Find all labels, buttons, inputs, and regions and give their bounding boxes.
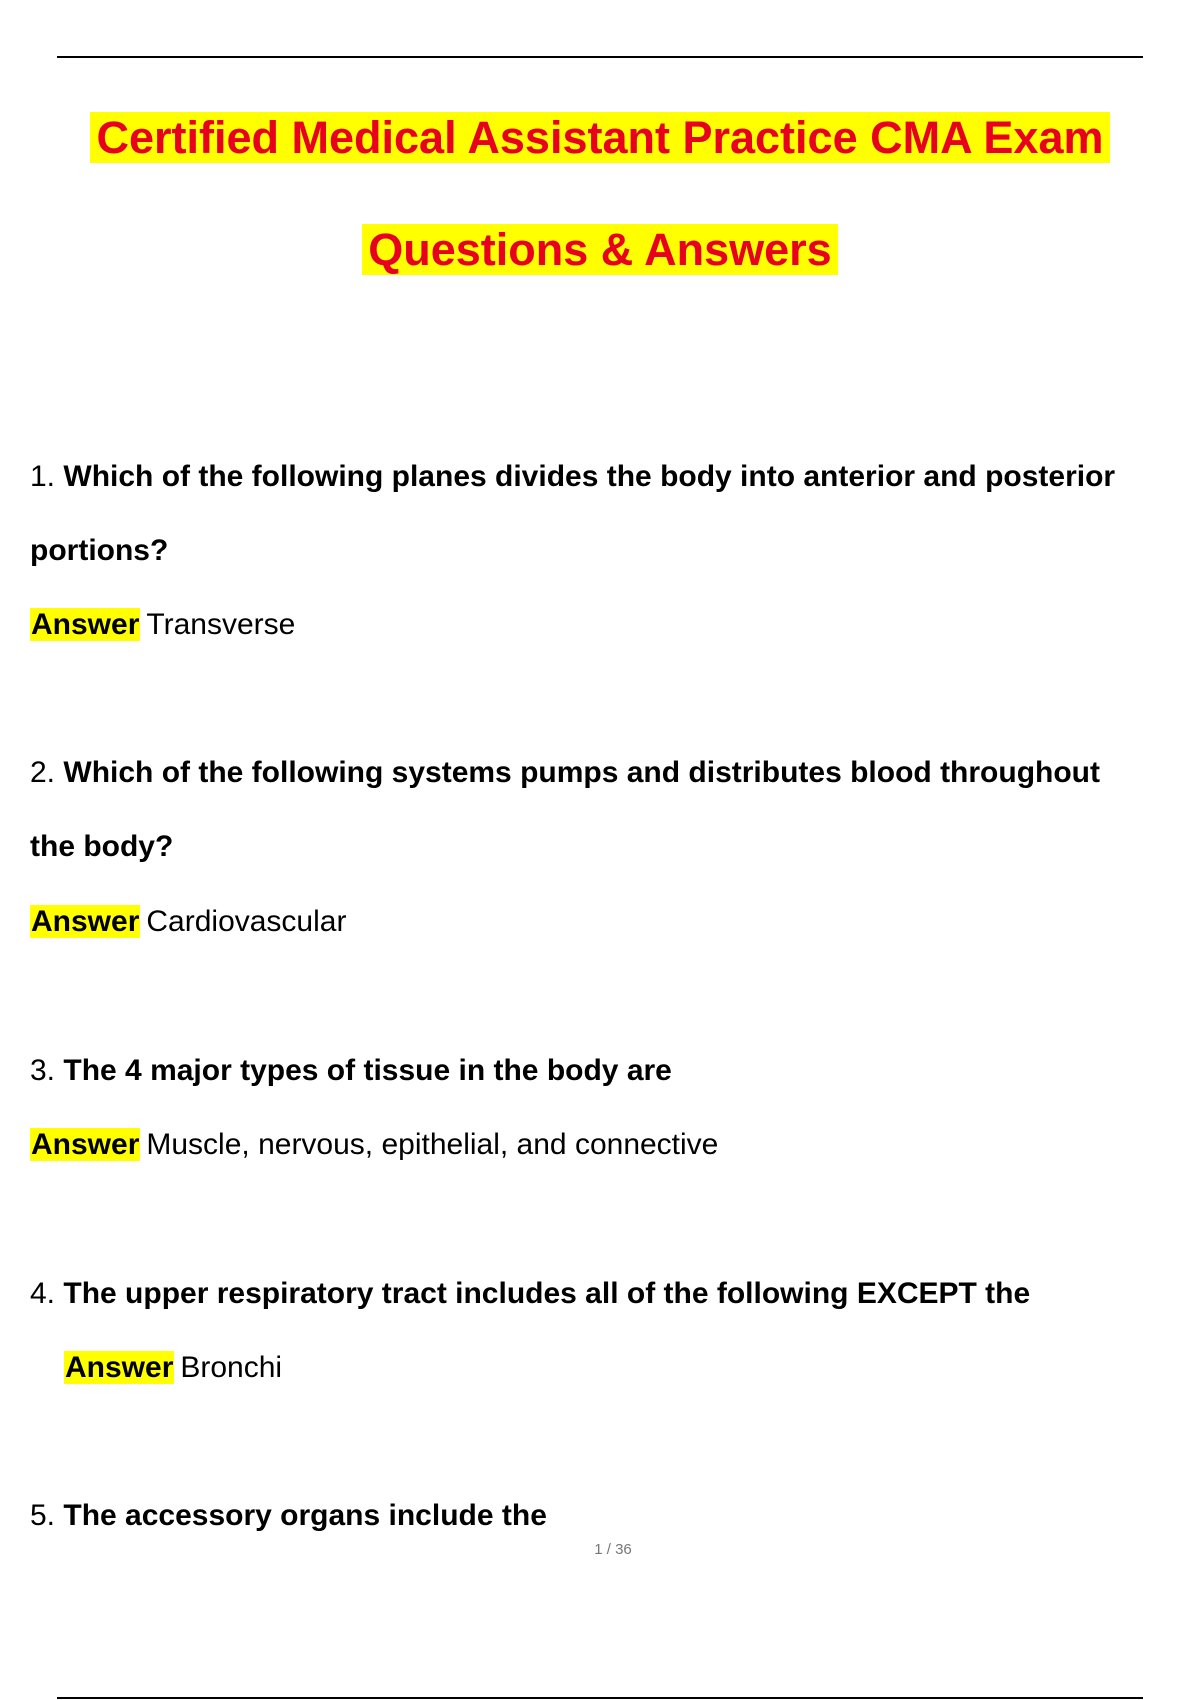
question-text: Which of the following planes divides the body into anterior and posterior [63,460,1116,493]
document-title-line-1 [0,110,1200,166]
document-title-highlight: Certified Medical Assistant Practice CMA Exam [90,112,1109,163]
question-number: 4. [30,1277,56,1310]
answer-text: Transverse [146,608,296,641]
question-number: 2. [30,756,56,789]
page-number: 1 / 36 [594,1541,632,1558]
question-text: Which of the following systems pumps and distributes blood throughout [63,756,1101,789]
question-number: 3. [30,1054,56,1087]
top-rule [57,56,1143,58]
question-2-line-2 [30,829,173,865]
question-number: 1. [30,460,56,493]
answer-text: Cardiovascular [146,905,347,938]
answer-text: Muscle, nervous, epithelial, and connective [146,1128,719,1161]
document-title-highlight: Questions & Answers [362,224,837,275]
question-text: The accessory organs include the [63,1499,547,1532]
question-3-line-1 [30,1053,672,1089]
question-text: The 4 major types of tissue in the body are [63,1054,672,1087]
answer-label: Answer [31,905,140,938]
question-text: the body? [30,830,174,863]
answer-label: Answer [65,1351,174,1384]
answer-1 [30,607,295,643]
question-text: The upper respiratory tract includes all of the following EXCEPT the [63,1277,1031,1310]
question-4-line-1 [30,1276,1030,1312]
answer-text: Bronchi [180,1351,283,1384]
question-5-line-1 [30,1498,547,1534]
question-2-line-1 [30,755,1100,791]
question-number: 5. [30,1499,56,1532]
answer-label: Answer [31,1128,140,1161]
question-text: portions? [30,534,169,567]
answer-3 [30,1127,718,1163]
bottom-rule [57,1697,1143,1699]
answer-4 [64,1350,282,1386]
document-title-line-2 [0,222,1200,278]
question-1-line-1 [30,459,1115,495]
answer-label: Answer [31,608,140,641]
question-1-line-2 [30,533,168,569]
answer-2 [30,904,346,940]
